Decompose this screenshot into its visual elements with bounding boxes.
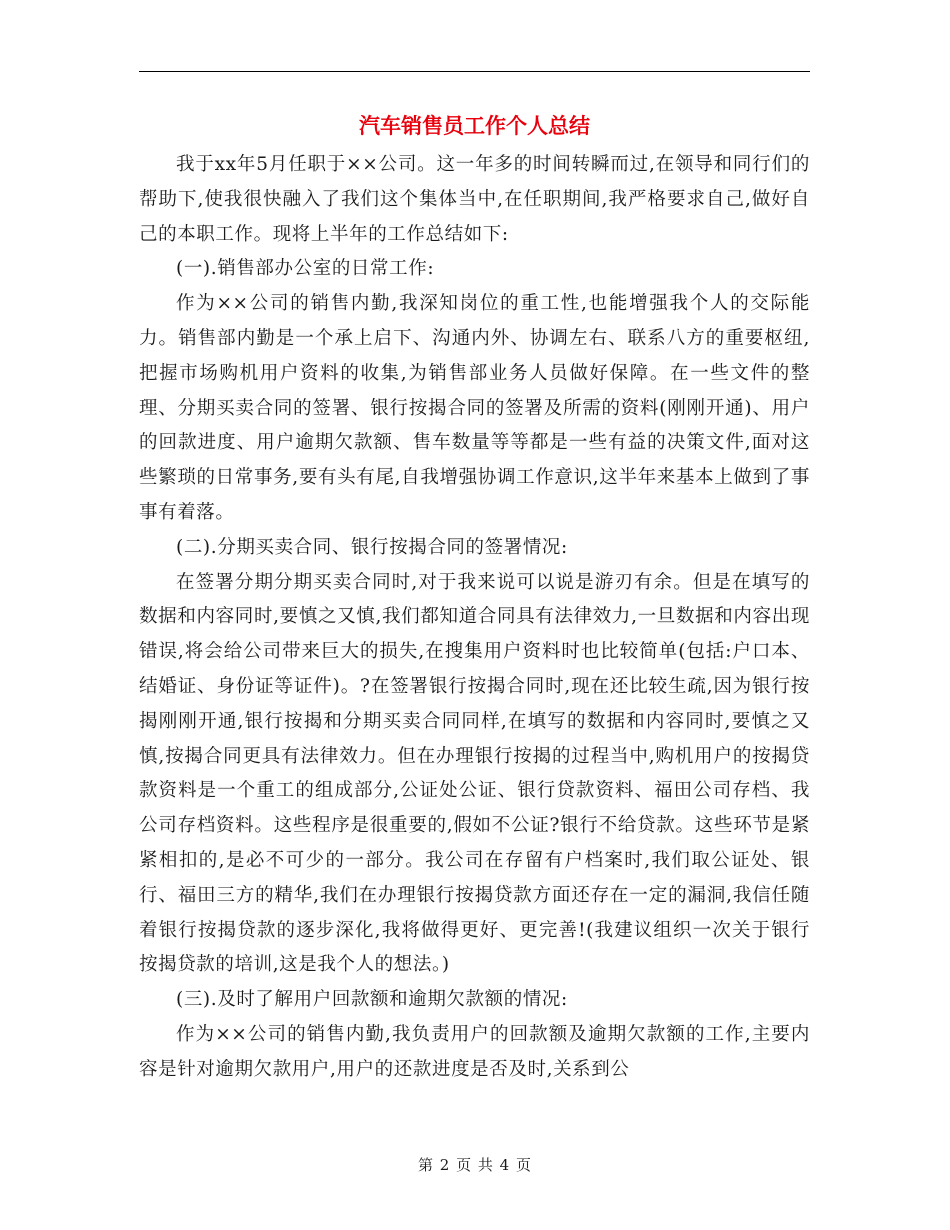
document-title: 汽车销售员工作个人总结: [359, 113, 590, 138]
paragraph-section-3: 作为××公司的销售内勤,我负责用户的回款额及逾期欠款额的工作,主要内容是针对逾期欠款用户,用户的还款进度是否及时,关系到公: [139, 1023, 810, 1080]
section-heading-2: (二).分期买卖合同、银行按揭合同的签署情况:: [176, 536, 568, 558]
section-heading-3: (三).及时了解用户回款额和逾期欠款额的情况:: [176, 989, 568, 1011]
document-body: [139, 148, 810, 1088]
section-heading-1: (一).销售部办公室的日常工作:: [176, 258, 435, 280]
header-rule: [139, 71, 810, 72]
paragraph-section-2: 在签署分期分期买卖合同时,对于我来说可以说是游刃有余。但是在填写的数据和内容同时,要慎之又慎,我们都知道合同具有法律效力,一旦数据和内容出现错误,将会给公司带来巨大的损失,在搜集用户资料时也比较简单(包括:户口本、结婚证、身份证等证件)。?在签署银行按揭合同时,现在还比较生疏,因为银行按揭刚刚开通,银行按揭和分期买卖合同同样,在填写的数据和内容同时,要慎之又慎,按揭合同更具有法律效力。但在办理银行按揭的过程当中,购机用户的按揭贷款资料是一个重工的组成部分,公证处公证、银行贷款资料、福田公司存档、我公司存档资料。这些程序是很重要的,假如不公证?银行不给贷款。这些环节是紧紧相扣的,是必不可少的一部分。我公司在存留有户档案时,我们取公证处、银行、福田三方的精华,我们在办理银行按揭贷款方面还存在一定的漏洞,我信任随着银行按揭贷款的逐步深化,我将做得更好、更完善!(我建议组织一次关于银行按揭贷款的培训,这是我个人的想法。): [139, 571, 810, 976]
page-number: 第 2 页 共 4 页: [418, 1156, 532, 1174]
paragraph-section-1: 作为××公司的销售内勤,我深知岗位的重工性,也能增强我个人的交际能力。销售部内勤是一个承上启下、沟通内外、协调左右、联系八方的重要枢纽,把握市场购机用户资料的收集,为销售部业务人员做好保障。在一些文件的整理、分期买卖合同的签署、银行按揭合同的签署及所需的资料(刚刚开通)、用户的回款进度、用户逾期欠款额、售车数量等等都是一些有益的决策文件,面对这些繁琐的日常事务,要有头有尾,自我增强协调工作意识,这半年来基本上做到了事事有着落。: [139, 293, 810, 523]
paragraph-intro: 我于xx年5月任职于××公司。这一年多的时间转瞬而过,在领导和同行们的帮助下,使我很快融入了我们这个集体当中,在任职期间,我严格要求自己,做好自己的本职工作。现将上半年的工作总结如下:: [139, 154, 810, 245]
